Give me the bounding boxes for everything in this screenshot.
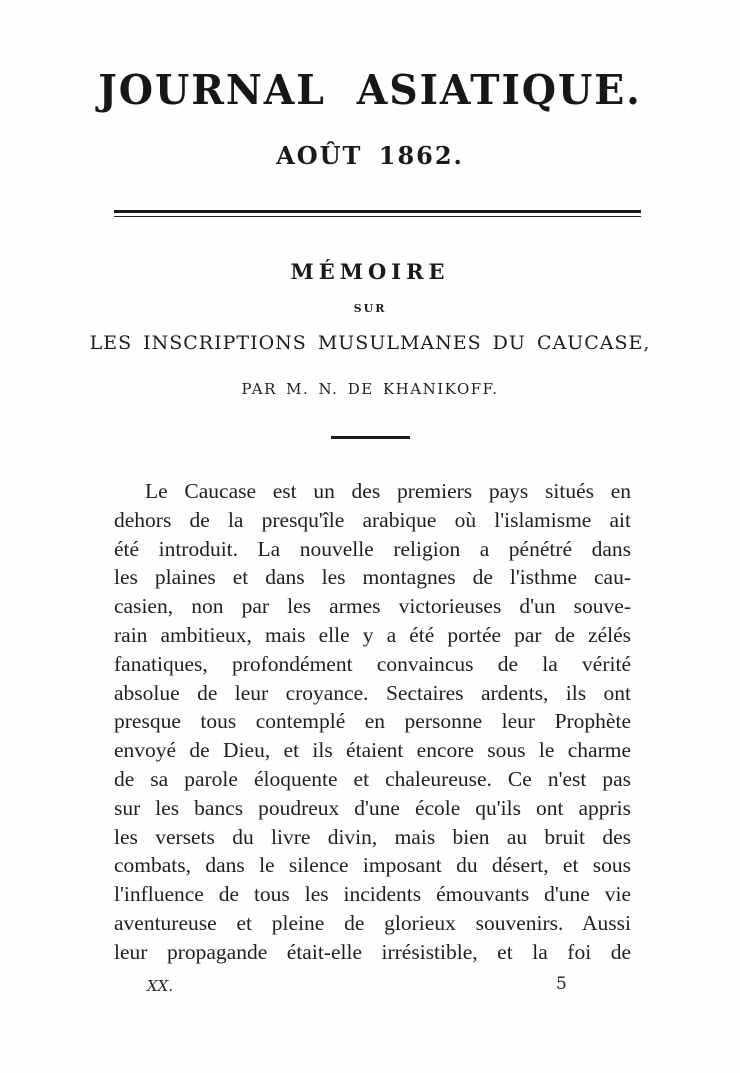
body-line: aventureuse et pleine de glorieux souvenirs. Aussi <box>114 910 631 935</box>
issue-date: AOÛT 1862. <box>276 141 464 170</box>
journal-title: JOURNAL ASIATIQUE. <box>98 66 642 114</box>
article-subject: LES INSCRIPTIONS MUSULMANES DU CAUCASE, <box>89 332 651 354</box>
body-line: de sa parole éloquente et chaleureuse. Ce n'est pas <box>114 766 631 791</box>
body-line: les versets du livre divin, mais bien au bruit des <box>114 824 631 849</box>
article-heading-connector: SUR <box>353 302 387 315</box>
body-line: été introduit. La nouvelle religion a pénétré dans <box>114 536 631 561</box>
short-rule-divider <box>331 436 410 439</box>
body-line: rain ambitieux, mais elle y a été portée par de zélés <box>114 622 631 647</box>
body-text <box>114 477 631 967</box>
body-line: dehors de la presqu'île arabique où l'islamisme ait <box>114 507 631 532</box>
body-line: absolue de leur croyance. Sectaires ardents, ils ont <box>114 680 631 705</box>
footer-page-number: 5 <box>556 974 567 994</box>
article-heading: MÉMOIRE <box>290 259 450 284</box>
body-line: sur les bancs poudreux d'une école qu'ils ont appris <box>114 795 631 820</box>
article-byline: PAR M. N. DE KHANIKOFF. <box>241 380 499 398</box>
body-line: les plaines et dans les montagnes de l'isthme cau- <box>114 565 631 590</box>
body-line: presque tous contemplé en personne leur Prophète <box>114 709 631 734</box>
body-line: envoyé de Dieu, et ils étaient encore sous le charme <box>114 738 631 763</box>
body-line: combats, dans le silence imposant du désert, et sous <box>114 853 631 878</box>
body-line: l'influence de tous les incidents émouvants d'une vie <box>114 882 631 907</box>
body-line: leur propagande était-elle irrésistible, et la foi de <box>114 939 631 964</box>
body-line: Le Caucase est un des premiers pays situés en <box>145 479 631 503</box>
double-rule-divider <box>114 210 641 217</box>
body-line: fanatiques, profondément convaincus de la vérité <box>114 651 631 676</box>
body-line: casien, non par les armes victorieuses d'un souve- <box>114 594 631 619</box>
footer-signature-mark: XX. <box>147 977 174 995</box>
